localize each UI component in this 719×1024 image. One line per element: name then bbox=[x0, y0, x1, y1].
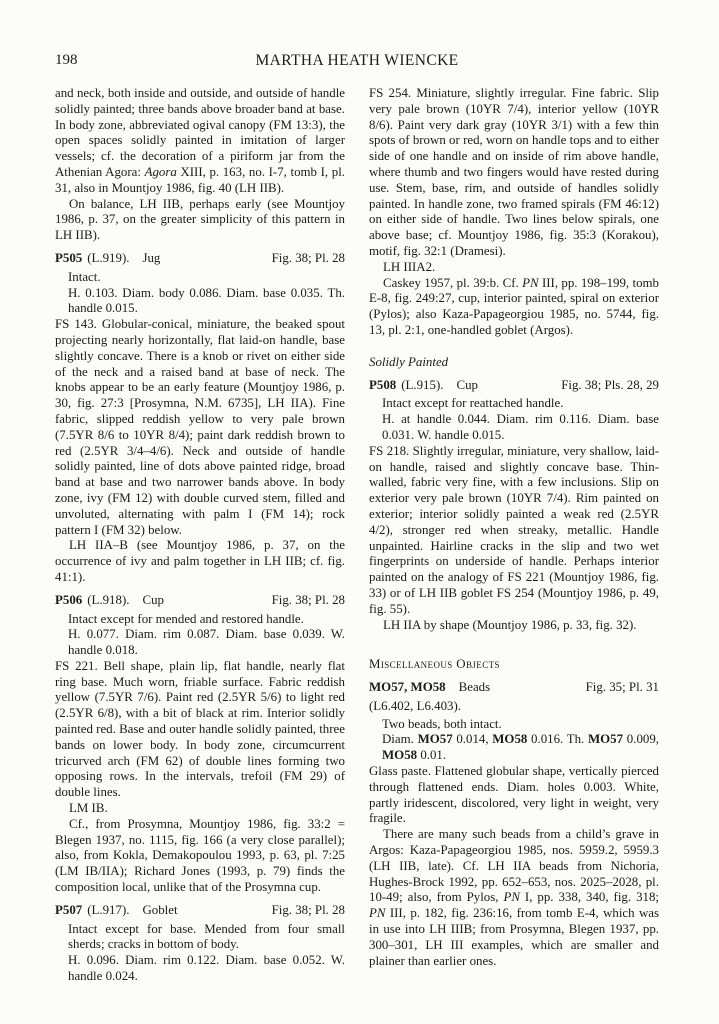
right-column bbox=[369, 86, 659, 985]
entry-description: FS 221. Bell shape, plain lip, flat handle, nearly flat ring base. Much worn, friable surface. Fabric reddish yellow (7.5YR 7/6). Paint red (2.5YR 5/6) to light red (2.5YR 6/8), with a bit of black at rim. Interior solidly painted red. Base and outer handle solidly painted, three bands on lower body. In body zone, circumcurrent tricurved arch (FM 62) of double lines forming two opposing rows. In the intervals, trefoil (FM 29) of double lines. bbox=[55, 658, 345, 800]
entry-p507-heading bbox=[55, 903, 345, 919]
entry-condition: Intact except for reattached handle. bbox=[382, 396, 564, 411]
entry-id: P505 bbox=[55, 250, 83, 265]
entry-condition: Intact except for base. Mended from four small sherds; cracks in bottom of body. bbox=[68, 921, 345, 952]
entry-figure-reference: Fig. 35; Pl. 31 bbox=[585, 680, 659, 695]
entry-description: Glass paste. Flattened globular shape, vertically pierced through flattened ends. Diam. holes 0.003. White, partly iridescent, discolored, very light in weight, very fragile. bbox=[369, 764, 659, 826]
entry-object-type: Goblet bbox=[142, 902, 178, 917]
entry-dimensions: H. at handle 0.044. Diam. rim 0.116. Diam. base 0.031. W. handle 0.015. bbox=[382, 412, 659, 442]
entry-dating: LH IIIA2. bbox=[383, 259, 436, 274]
entry-figure-reference: Fig. 38; Pl. 28 bbox=[271, 592, 345, 607]
entry-p505 bbox=[55, 251, 345, 586]
entry-p506 bbox=[55, 593, 345, 896]
entry-object-type: Cup bbox=[142, 592, 164, 607]
entry-object-type: Jug bbox=[142, 250, 161, 265]
entry-dating: LH IIA–B (see Mountjoy 1986, p. 37, on the occurrence of ivy and palm together in LH IIB; cf. fig. 41:1). bbox=[55, 538, 345, 584]
entry-p508 bbox=[369, 378, 659, 634]
entry-description: FS 143. Globular-conical, miniature, the beaked spout projecting nearly horizontally, flat laid-on handle, base slightly concave. There is a knob or rivet on either side of the neck and a raised band at base of neck. The knobs appear to be an early feature (Mountjoy 1986, p. 30, fig. 27:3 [Prosymna, N.M. 6735], LH IIA). Fine fabric, slipped reddish yellow to very pale brown (7.5YR 8/6 to 10YR 8/4); paint dark reddish brown to red (2.5YR 3/4–4/6). Neck and outside of handle solidly painted, line of dots above painted ridge, broad band at base and two narrower bands above. In body zone, ivy (FM 12) with double curved stem, filled and unvoluted, alternating with palm I (FM 14); rock pattern I (FM 32) below. bbox=[55, 317, 345, 537]
text-columns bbox=[55, 86, 659, 985]
entry-p507 bbox=[55, 903, 345, 985]
entry-object-type: Beads bbox=[458, 680, 491, 695]
entry-inventory-number: (L.919). bbox=[87, 250, 130, 265]
entry-inventory-number: (L6.402, L6.403). bbox=[369, 698, 462, 713]
dating-discussion-paragraph: On balance, LH IIB, perhaps early (see Mountjoy 1986, p. 37, on the greater simplicity of this pattern in LH IIB). bbox=[55, 196, 345, 243]
entry-comparanda: Caskey 1957, pl. 39:b. Cf. PN III, pp. 198–199, tomb E-8, fig. 249:27, cup, interior painted, spiral on exterior (Pylos); also Kaza-Papageorgiou 1985, no. 5744, fig. 13, pl. 2:1, one-handled goblet (Argos). bbox=[369, 275, 659, 337]
entry-dating: LM IB. bbox=[69, 801, 108, 816]
entry-dimensions: H. 0.103. Diam. body 0.086. Diam. base 0.035. Th. handle 0.015. bbox=[68, 285, 345, 316]
left-column bbox=[55, 86, 345, 985]
entry-object-type: Cup bbox=[456, 377, 478, 392]
page-number: 198 bbox=[55, 52, 78, 68]
section-heading-solidly-painted: Solidly Painted bbox=[369, 354, 449, 369]
entry-p505-heading bbox=[55, 251, 345, 267]
entry-id: P508 bbox=[369, 377, 397, 392]
entry-mo57-mo58 bbox=[369, 680, 659, 969]
entry-description: FS 218. Slightly irregular, miniature, very shallow, laid-on handle, raised and slightly concave base. Thin-walled, fabric very fine, with a few inclusions. Slip on exterior very pale brown (10YR 7/4). Rim painted on exterior; interior solidly painted a weak red (2.5YR 4/2), stronger red when streaky, metallic. Handle unpainted. Hairline cracks in the slip and two wet fingerprints on underside of handle. Perhaps interior painted on the analogy of FS 221 (Mountjoy 1986, fig. 33) or of LH IIB goblet FS 254 (Mountjoy 1986, p. 49, fig. 55). bbox=[369, 443, 659, 616]
running-header bbox=[55, 52, 659, 72]
entry-inventory-number: (L.917). bbox=[87, 902, 130, 917]
entry-p507-description-continued: FS 254. Miniature, slightly irregular. Fine fabric. Slip very pale brown (10YR 7/4), interior yellow (10YR 8/6). Paint very dark gray (10YR 3/1) with a few thin spots of brown or red, worn on handle tops and to either side of one handle and on inside of rim above handle, where thumb and two fingers would have rested during use. Stem, base, rim, and outside of handles solidly painted. In handle zone, two framed spirals (FM 46:12) on either side of handle. Two lines below spirals, one above base; cf. Mountjoy 1986, fig. 35:3 (Korakou), motif, fig. 32:1 (Dramesi). bbox=[369, 86, 659, 258]
entry-condition: Intact. bbox=[68, 269, 101, 284]
entry-figure-reference: Fig. 38; Pls. 28, 29 bbox=[561, 377, 659, 392]
entry-id: MO57, MO58 bbox=[369, 680, 446, 695]
entry-comparanda: Cf., from Prosymna, Mountjoy 1986, fig. 33:2 = Blegen 1937, no. 1115, fig. 166 (a very close parallel); also, from Kokla, Demakopoulou 1993, p. 63, pl. 7:25 (LM IB/IIA); Richard Jones (1993, p. 79) finds the composition local, unlike that of the Prosymna cup. bbox=[55, 816, 345, 895]
entry-id: P506 bbox=[55, 592, 83, 607]
entry-inventory-number: (L.918). bbox=[87, 592, 130, 607]
entry-dimensions: Diam. MO57 0.014, MO58 0.016. Th. MO57 0.009, MO58 0.01. bbox=[382, 732, 659, 763]
entry-p506-heading bbox=[55, 593, 345, 609]
entry-figure-reference: Fig. 38; Pl. 28 bbox=[271, 902, 345, 917]
entry-figure-reference: Fig. 38; Pl. 28 bbox=[271, 250, 345, 265]
entry-comparanda: There are many such beads from a child’s grave in Argos: Kaza-Papageorgiou 1985, nos. 5959.2, 5959.3 (LH IIB, late). Cf. LH IIA beads from Nichoria, Hughes-Brock 1992, pp. 652–653, nos. 2025–2028, pl. 10-49; also, from Pylos, PN I, pp. 338, 340, fig. 318; PN III, p. 182, fig. 236:16, from tomb E-4, which was in use into LH IIIB; from Prosymna, Blegen 1937, pp. 300–301, LH III examples, which are smaller and plainer than earlier ones. bbox=[369, 827, 659, 968]
entry-condition: Intact except for mended and restored handle. bbox=[68, 611, 304, 626]
entry-dimensions: H. 0.077. Diam. rim 0.087. Diam. base 0.039. W. handle 0.018. bbox=[68, 627, 345, 658]
entry-id: P507 bbox=[55, 902, 83, 917]
entry-inventory-number: (L.915). bbox=[401, 377, 444, 392]
entry-condition: Two beads, both intact. bbox=[382, 716, 502, 731]
entry-dimensions: H. 0.096. Diam. rim 0.122. Diam. base 0.052. W. handle 0.024. bbox=[68, 953, 345, 984]
entry-dating: LH IIA by shape (Mountjoy 1986, p. 33, fig. 32). bbox=[383, 617, 637, 632]
section-heading-miscellaneous-objects: Miscellaneous Objects bbox=[369, 657, 500, 672]
entry-mo-heading bbox=[369, 680, 659, 696]
running-title: MARTHA HEATH WIENCKE bbox=[255, 52, 459, 69]
continuation-paragraph: and neck, both inside and outside, and outside of handle solidly painted; three bands above broader band at base. In body zone, abbreviated ogival canopy (FM 13:3), the open spaces solidly painted in imitation of larger vessels; cf. the decoration of a piriform jar from the Athenian Agora: Agora XIII, p. 163, no. I-7, tomb I, pl. 31, also in Mountjoy 1986, fig. 40 (LH IIB). bbox=[55, 86, 345, 195]
entry-p508-heading bbox=[369, 378, 659, 394]
